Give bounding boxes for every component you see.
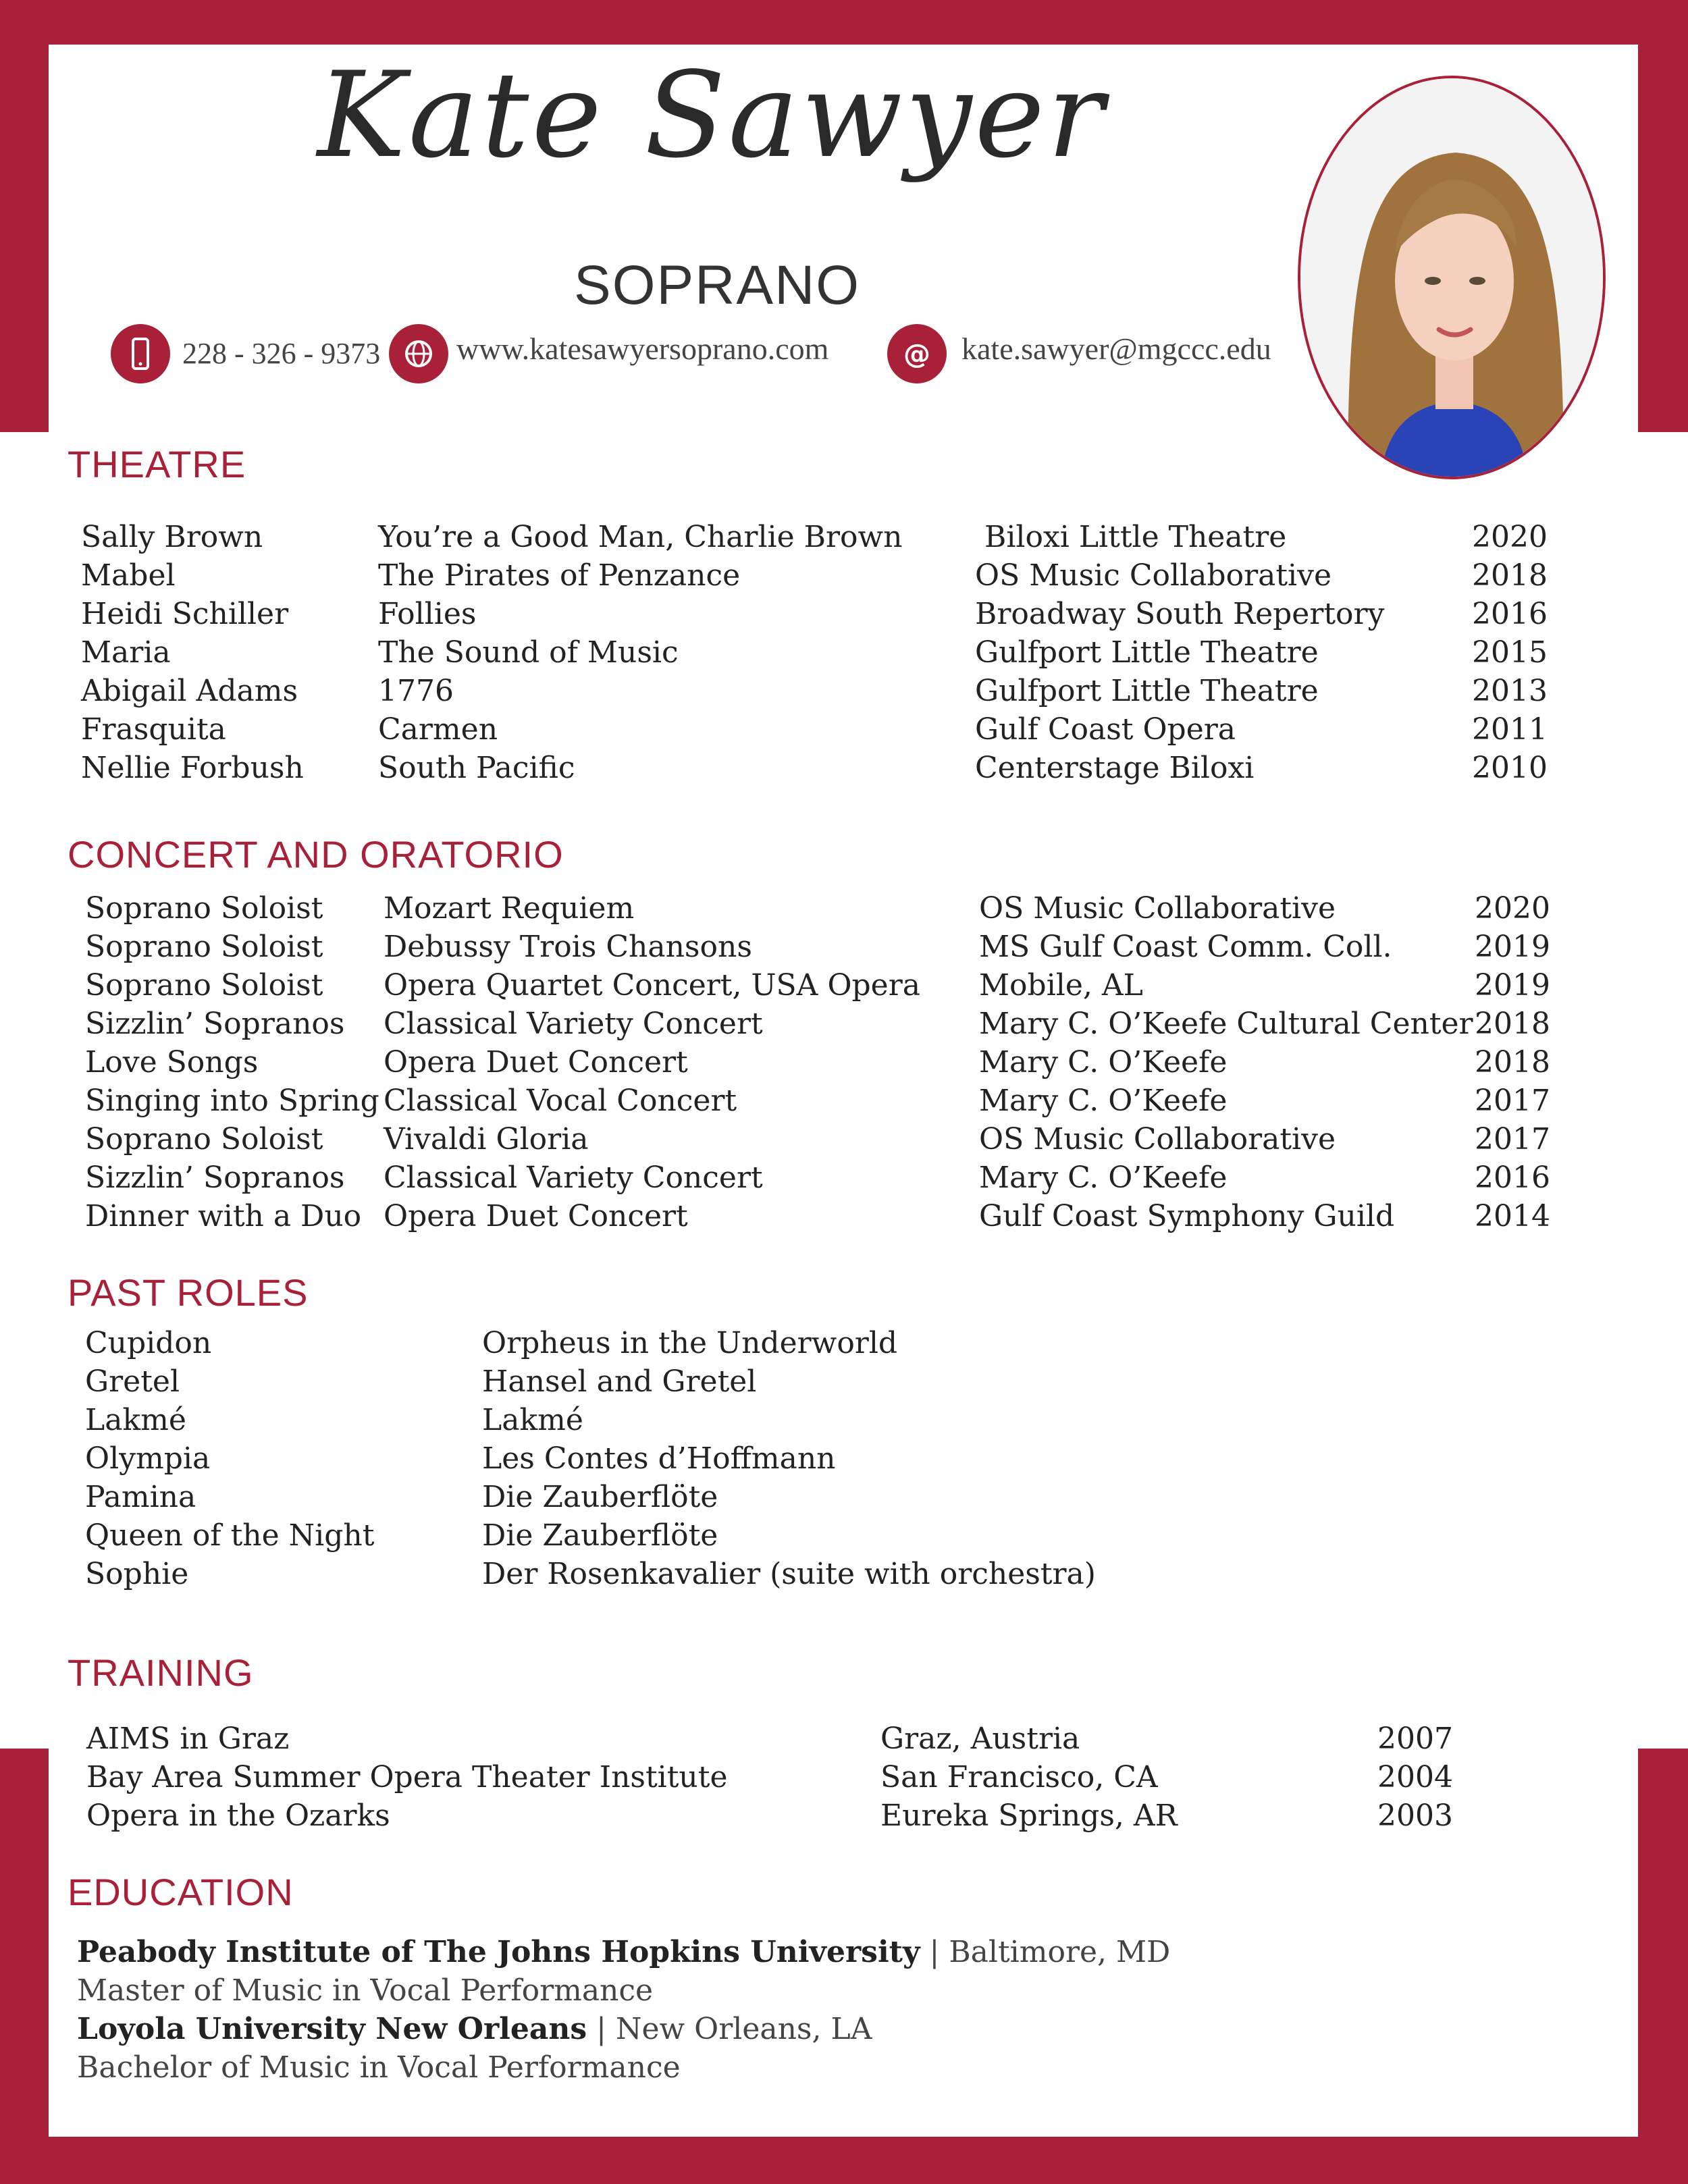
email-link[interactable]: kate.sawyer@mgccc.edu (961, 331, 1271, 366)
work-cell: Opera Quartet Concert, USA Opera (384, 968, 920, 1003)
opera-cell: Der Rosenkavalier (suite with orchestra) (482, 1557, 1096, 1591)
role-cell: Maria (81, 635, 171, 670)
year-cell: 2018 (1475, 1007, 1550, 1041)
company-cell: Gulf Coast Opera (975, 712, 1236, 747)
website-link[interactable]: www.katesawyersoprano.com (456, 331, 829, 366)
year-cell: 2014 (1475, 1199, 1550, 1233)
venue-cell: Mary C. O’Keefe (979, 1084, 1228, 1118)
bottom-band (0, 2137, 1688, 2184)
role-cell: Lakmé (85, 1403, 186, 1437)
year-cell: 2016 (1475, 1161, 1550, 1195)
opera-cell: Hansel and Gretel (482, 1364, 757, 1399)
work-cell: Vivaldi Gloria (384, 1122, 589, 1156)
section-heading-training: TRAINING (68, 1651, 254, 1694)
section-heading-education: EDUCATION (68, 1871, 294, 1913)
role-cell: Sizzlin’ Sopranos (85, 1161, 345, 1195)
phone-icon (111, 324, 170, 383)
role-cell: Cupidon (85, 1326, 212, 1360)
right-band-bottom (1638, 1749, 1688, 2184)
venue-cell: Gulf Coast Symphony Guild (979, 1199, 1395, 1233)
globe-icon (389, 324, 448, 383)
opera-cell: Die Zauberflöte (482, 1518, 718, 1553)
year-cell: 2015 (1472, 635, 1548, 670)
opera-cell: Lakmé (482, 1403, 583, 1437)
venue-cell: OS Music Collaborative (979, 1122, 1336, 1156)
work-cell: Opera Duet Concert (384, 1199, 688, 1233)
year-cell: 2019 (1475, 968, 1550, 1003)
year-cell: 2019 (1475, 930, 1550, 964)
role-cell: Abigail Adams (81, 674, 298, 708)
venue-cell: Mary C. O’Keefe (979, 1045, 1228, 1080)
top-band (0, 0, 1688, 45)
svg-text:@: @ (903, 339, 930, 370)
year-cell: 2018 (1475, 1045, 1550, 1080)
signature-name: Kate Sawyer (317, 47, 1107, 184)
company-cell: Broadway South Repertory (975, 597, 1385, 631)
school-location: | New Orleans, LA (587, 2012, 872, 2046)
work-cell: Opera Duet Concert (384, 1045, 688, 1080)
venue-cell: MS Gulf Coast Comm. Coll. (979, 930, 1392, 964)
show-cell: You’re a Good Man, Charlie Brown (378, 520, 903, 554)
role-cell: Sophie (85, 1557, 189, 1591)
section-heading-past-roles: PAST ROLES (68, 1271, 309, 1314)
year-cell: 2018 (1472, 558, 1548, 593)
right-band-top (1638, 0, 1688, 432)
program-cell: Bay Area Summer Opera Theater Institute (86, 1760, 728, 1794)
role-cell: Olympia (85, 1441, 211, 1476)
role-cell: Soprano Soloist (85, 968, 323, 1003)
year-cell: 2004 (1377, 1760, 1453, 1794)
role-cell: Queen of the Night (85, 1518, 375, 1553)
school-name: Peabody Institute of The Johns Hopkins University (77, 1935, 920, 1969)
opera-cell: Orpheus in the Underworld (482, 1326, 898, 1360)
year-cell: 2011 (1472, 712, 1548, 747)
venue-cell: OS Music Collaborative (979, 891, 1336, 926)
work-cell: Mozart Requiem (384, 891, 635, 926)
role-cell: Soprano Soloist (85, 891, 323, 926)
year-cell: 2017 (1475, 1084, 1550, 1118)
education-degree: Bachelor of Music in Vocal Performance (77, 2050, 681, 2085)
year-cell: 2007 (1377, 1722, 1453, 1756)
phone-number[interactable]: 228 - 326 - 9373 (182, 337, 381, 370)
venue-cell: Mary C. O’Keefe Cultural Center (979, 1007, 1473, 1041)
year-cell: 2016 (1472, 597, 1548, 631)
role-cell: Love Songs (85, 1045, 259, 1080)
education-school-line (77, 2012, 872, 2046)
year-cell: 2017 (1475, 1122, 1550, 1156)
work-cell: Classical Vocal Concert (384, 1084, 737, 1118)
education-degree: Master of Music in Vocal Performance (77, 1973, 654, 2008)
role-cell: Heidi Schiller (81, 597, 289, 631)
portrait-illustration (1300, 78, 1606, 479)
show-cell: Follies (378, 597, 477, 631)
role-cell: Sally Brown (81, 520, 263, 554)
year-cell: 2013 (1472, 674, 1548, 708)
section-heading-concert: CONCERT AND ORATORIO (68, 833, 564, 876)
role-cell: Dinner with a Duo (85, 1199, 362, 1233)
company-cell: OS Music Collaborative (975, 558, 1331, 593)
show-cell: South Pacific (378, 751, 575, 785)
company-cell: Centerstage Biloxi (975, 751, 1255, 785)
venue-cell: Mary C. O’Keefe (979, 1161, 1228, 1195)
work-cell: Debussy Trois Chansons (384, 930, 752, 964)
program-cell: AIMS in Graz (86, 1722, 290, 1756)
year-cell: 2003 (1377, 1799, 1453, 1833)
show-cell: The Sound of Music (378, 635, 679, 670)
company-cell: Gulfport Little Theatre (975, 674, 1319, 708)
left-band-top (0, 0, 49, 432)
portrait-photo (1298, 76, 1606, 479)
role-cell: Sizzlin’ Sopranos (85, 1007, 345, 1041)
role-cell: Nellie Forbush (81, 751, 304, 785)
venue-cell: Mobile, AL (979, 968, 1143, 1003)
left-band-bottom (0, 1749, 49, 2184)
program-cell: Opera in the Ozarks (86, 1799, 390, 1833)
location-cell: Graz, Austria (880, 1722, 1080, 1756)
location-cell: San Francisco, CA (880, 1760, 1158, 1794)
year-cell: 2020 (1475, 891, 1550, 926)
work-cell: Classical Variety Concert (384, 1007, 763, 1041)
section-heading-theatre: THEATRE (68, 443, 246, 485)
role-cell: Soprano Soloist (85, 1122, 323, 1156)
opera-cell: Die Zauberflöte (482, 1480, 718, 1514)
location-cell: Eureka Springs, AR (880, 1799, 1178, 1833)
show-cell: Carmen (378, 712, 498, 747)
company-cell: Gulfport Little Theatre (975, 635, 1319, 670)
show-cell: The Pirates of Penzance (378, 558, 741, 593)
year-cell: 2010 (1472, 751, 1548, 785)
school-name: Loyola University New Orleans (77, 2012, 587, 2046)
role-cell: Pamina (85, 1480, 196, 1514)
role-cell: Gretel (85, 1364, 180, 1399)
role-cell: Soprano Soloist (85, 930, 323, 964)
opera-cell: Les Contes d’Hoffmann (482, 1441, 836, 1476)
education-school-line (77, 1935, 1170, 1969)
show-cell: 1776 (378, 674, 454, 708)
school-location: | Baltimore, MD (920, 1935, 1171, 1969)
role-cell: Frasquita (81, 712, 226, 747)
voice-type-title: SOPRANO (574, 255, 861, 316)
year-cell: 2020 (1472, 520, 1548, 554)
role-cell: Singing into Spring (85, 1084, 379, 1118)
work-cell: Classical Variety Concert (384, 1161, 763, 1195)
role-cell: Mabel (81, 558, 176, 593)
company-cell: Biloxi Little Theatre (984, 520, 1287, 554)
at-icon (887, 324, 947, 383)
